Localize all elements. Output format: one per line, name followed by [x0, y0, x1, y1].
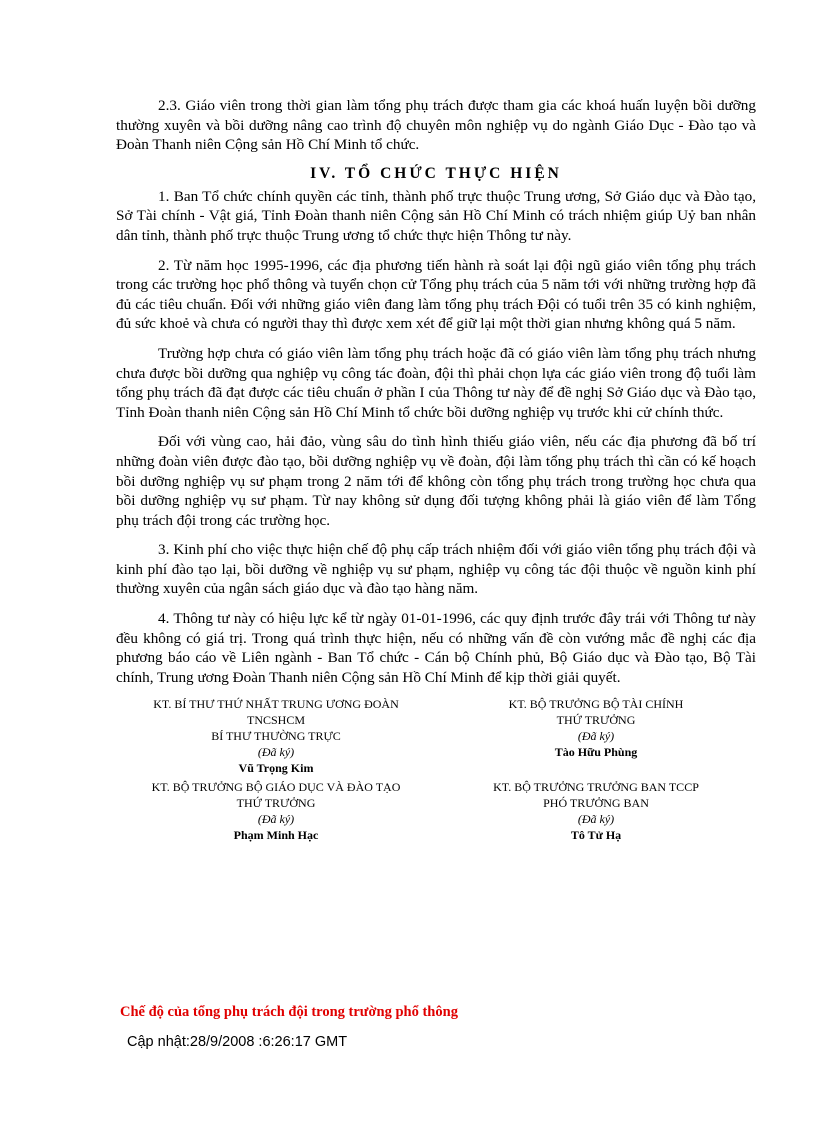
signature-tccp: [436, 780, 756, 843]
paragraph-2: 2. Từ năm học 1995-1996, các địa phương tiến hành rà soát lại đội ngũ giáo viên tổng phụ trách trong các trường học phổ thông và tuyển chọn cử Tổng phụ trách của 5 năm tới với những trường hợp đã đủ các tiêu chuẩn. Đối với những giáo viên đang làm tổng phụ trách Đội có tuổi trên 35 có kinh nghiệm, đủ sức khoẻ và chưa có người thay thì được xem xét để giữ lại một thời gian nhưng không quá 5 năm.: [116, 256, 756, 333]
paragraph-3: 3. Kinh phí cho việc thực hiện chế độ phụ cấp trách nhiệm đối với giáo viên tổng phụ trách đội và kinh phí đào tạo lại, bồi dưỡng về nghiệp vụ sư phạm, nghiệp vụ công tác đội thuộc về nguồn kinh phí thường xuyên của ngân sách giáo dục và đào tạo hàng năm.: [116, 541, 756, 598]
signed-note: (Đã ký): [577, 812, 615, 827]
updated-timestamp: Cập nhật:28/9/2008 :6:26:17 GMT: [127, 1034, 348, 1050]
signature-title: KT. BÍ THƯ THỨ NHẤT TRUNG ƯƠNG ĐOÀN: [153, 697, 399, 712]
signature-education: [116, 780, 436, 843]
paragraph-2-3: 2.3. Giáo viên trong thời gian làm tổng phụ trách được tham gia các khoá huấn luyện bồi dưỡng thường xuyên và bồi dưỡng nâng cao trình độ chuyên môn nghiệp vụ do ngành Giáo Dục - Đào tạo và Đoàn Thanh niên Cộng sản Hồ Chí Minh tổ chức.: [116, 97, 756, 154]
signed-note: (Đã ký): [577, 729, 615, 744]
signed-note: (Đã ký): [257, 812, 295, 827]
signature-title: KT. BỘ TRƯỞNG TRƯỞNG BAN TCCP: [493, 780, 699, 795]
signer-name: Vũ Trọng Kim: [238, 760, 314, 775]
signature-row: [116, 697, 756, 776]
signature-role: THỨ TRƯỞNG: [556, 713, 636, 728]
related-article-link[interactable]: Chế độ của tổng phụ trách đội trong trường phổ thông: [120, 1004, 458, 1020]
section-heading: IV. TỔ CHỨC THỰC HIỆN: [310, 164, 562, 182]
signed-note: (Đã ký): [257, 744, 295, 759]
paragraph-2c: Đối với vùng cao, hải đảo, vùng sâu do tình hình thiếu giáo viên, nếu các địa phương đã bố trí những đoàn viên được đào tạo, bồi dưỡng nghiệp vụ về đoàn, đội làm tổng phụ trách thì cần có kế hoạch bồi dưỡng nghiệp vụ sư phạm trong 2 năm tới để không còn tổng phụ trách trong trường học chưa qua bồi dưỡng nghiệp vụ sư phạm. Từ nay không sử dụng đối tượng không phải là giáo viên để làm Tổng phụ trách đội trong các trường học.: [116, 433, 756, 529]
signature-finance: [436, 697, 756, 776]
paragraph-4: 4. Thông tư này có hiệu lực kể từ ngày 01-01-1996, các quy định trước đây trái với Thông tư này đều không có giá trị. Trong quá trình thực hiện, nếu có những vấn đề còn vướng mắc đề nghị các địa phương báo cáo về Liên ngành - Ban Tổ chức - Cán bộ Chính phủ, Bộ Giáo dục và Đào tạo, Bộ Tài chính, Trung ương Đoàn Thanh niên Cộng sản Hồ Chí Minh để kịp thời giải quyết.: [116, 610, 756, 686]
signature-title: KT. BỘ TRƯỞNG BỘ GIÁO DỤC VÀ ĐÀO TẠO: [151, 780, 401, 795]
signature-role: PHÓ TRƯỞNG BAN: [543, 796, 649, 811]
document-body: [116, 96, 756, 844]
signer-name: Tào Hữu Phùng: [554, 744, 638, 759]
signature-title: KT. BỘ TRƯỞNG BỘ TÀI CHÍNH: [508, 697, 684, 712]
signature-row: [116, 780, 756, 843]
signature-title: TNCSHCM: [246, 713, 305, 728]
signature-section: [116, 697, 756, 843]
paragraph-2b: Trường hợp chưa có giáo viên làm tổng phụ trách hoặc đã có giáo viên làm tổng phụ trách nhưng chưa được bồi dưỡng qua nghiệp vụ công tác đoàn, đội thì phải chọn lựa các giáo viên trong độ tuổi làm tổng phụ trách đã đạt được các tiêu chuẩn ở phần I của Thông tư này để đề nghị Sở Giáo dục và Đào tạo, Tỉnh Đoàn thanh niên Cộng sản Hồ Chí Minh tổ chức bồi dưỡng nghiệp vụ trước khi cử chính thức.: [116, 344, 756, 421]
signer-name: Phạm Minh Hạc: [233, 827, 319, 842]
paragraph-1: 1. Ban Tổ chức chính quyền các tỉnh, thành phố trực thuộc Trung ương, Sở Giáo dục và Đào tạo, Sở Tài chính - Vật giá, Tỉnh Đoàn thanh niên Cộng sản Hồ Chí Minh có trách nhiệm giúp Uỷ ban nhân dân tỉnh, thành phố trực thuộc Trung ương tổ chức thực hiện Thông tư này.: [116, 187, 756, 244]
signature-role: THỨ TRƯỞNG: [236, 796, 316, 811]
signer-name: Tô Tử Hạ: [570, 827, 622, 842]
signature-role: BÍ THƯ THƯỜNG TRỰC: [211, 729, 341, 744]
signature-youth-union: [116, 697, 436, 776]
